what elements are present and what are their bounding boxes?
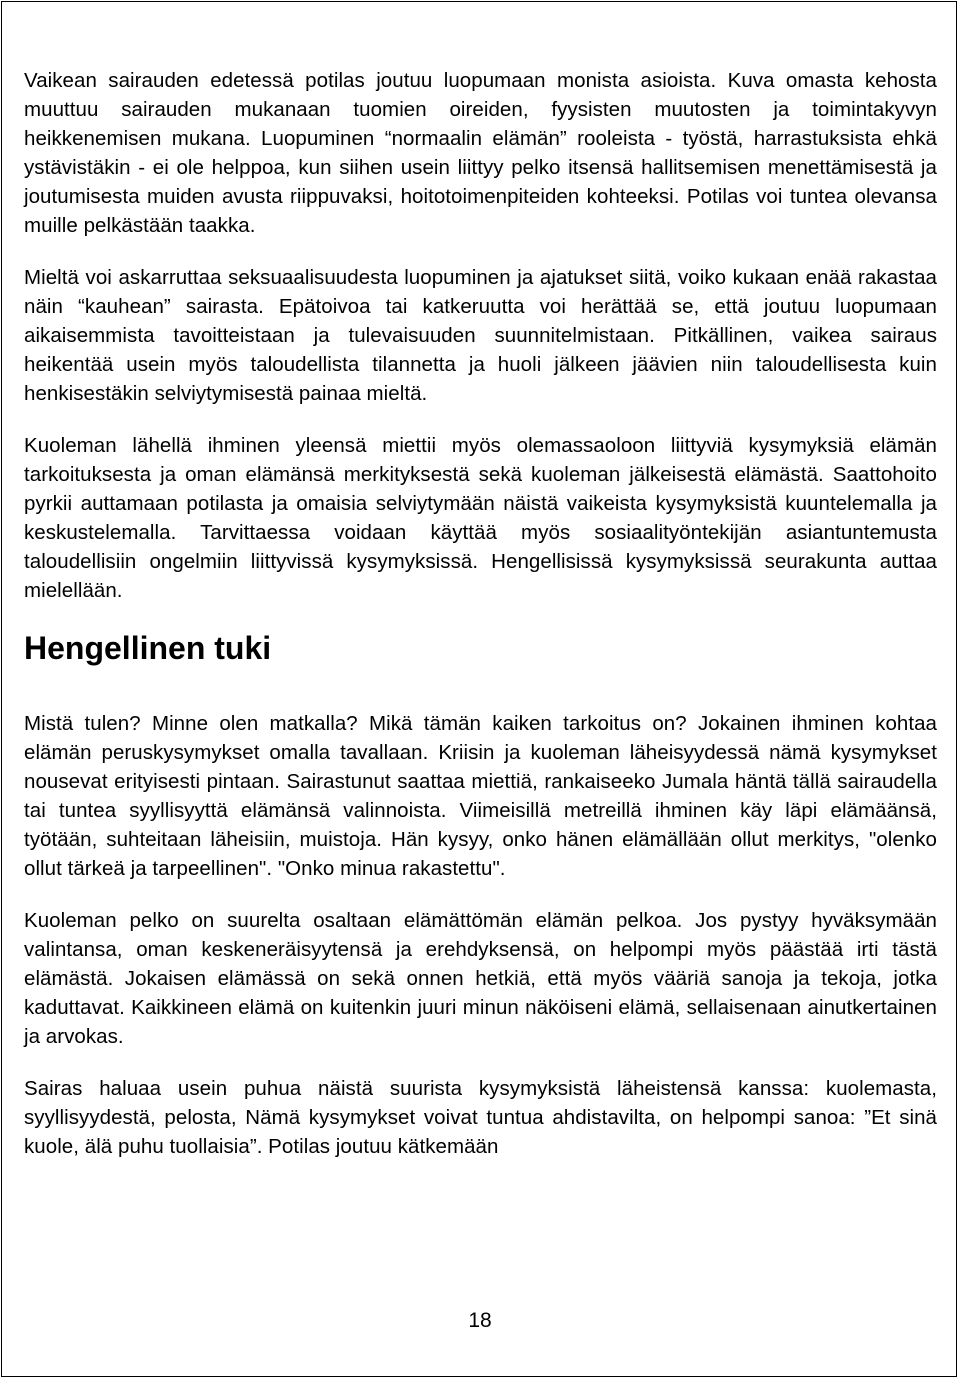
document-body: [24, 66, 937, 1184]
paragraph: Mieltä voi askarruttaa seksuaalisuudesta luopuminen ja ajatukset siitä, voiko kukaan enää rakastaa näin “kauhean” sairasta. Epätoivoa tai katkeruutta voi herättää se, että joutuu luopumaan aikaisemmista tavoitteistaan ja tulevaisuuden suunnitelmistaan. Pitkällinen, vaikea sairaus heikentää usein myös taloudellista tilannetta ja huoli jälkeen jäävien niin taloudellisesta kuin henkisestäkin selviytymisestä painaa mieltä.: [24, 266, 937, 405]
section-heading: Hengellinen tuki: [24, 630, 272, 666]
paragraph: Sairas haluaa usein puhua näistä suurista kysymyksistä läheistensä kanssa: kuolemasta, syyllisyydestä, pelosta, Nämä kysymykset voivat tuntua ahdistavilta, on helpompi sanoa: ”Et sinä kuole, älä puhu tuollaisia”. Potilas joutuu kätkemään: [24, 1077, 937, 1158]
page-number: 18: [468, 1309, 492, 1332]
paragraph: Vaikean sairauden edetessä potilas joutuu luopumaan monista asioista. Kuva omasta kehosta muuttuu sairauden mukanaan tuomien oireiden, fyysisten muutosten ja toimintakyvyn heikkenemisen mukana. Luopuminen “normaalin elämän” rooleista - työstä, harrastuksista ehkä ystävistäkin - ei ole helppoa, kun siihen usein liittyy pelko itsensä hallitsemisen menettämisestä ja joutumisesta muiden avusta riippuvaksi, hoitotoimenpiteiden kohteeksi. Potilas voi tuntea olevansa muille pelkästään taakka.: [24, 69, 937, 237]
paragraph: Kuoleman pelko on suurelta osaltaan elämättömän elämän pelkoa. Jos pystyy hyväksymään valintansa, oman keskeneräisyytensä ja erehdyksensä, on helpompi myös päästää irti tästä elämästä. Jokaisen elämässä on sekä onnen hetkiä, että myös vääriä sanoja ja tekoja, jotka kaduttavat. Kaikkineen elämä on kuitenkin juuri minun näköiseni elämä, sellaisenaan ainutkertainen ja arvokas.: [24, 909, 937, 1048]
paragraph: Mistä tulen? Minne olen matkalla? Mikä tämän kaiken tarkoitus on? Jokainen ihminen kohtaa elämän peruskysymykset omalla tavallaan. Kriisin ja kuoleman läheisyydessä nämä kysymykset nousevat erityisesti pintaan. Sairastunut saattaa miettiä, rankaiseeko Jumala häntä tällä sairaudella tai tuntea syyllisyyttä elämänsä valinnoista. Viimeisillä metreillä ihminen käy läpi elämäänsä, työtään, suhteitaan läheisiin, muistoja. Hän kysyy, onko hänen elämällään ollut merkitys, "olenko ollut tärkeä ja tarpeellinen". "Onko minua rakastettu".: [24, 712, 937, 880]
paragraph: Kuoleman lähellä ihminen yleensä miettii myös olemassaoloon liittyviä kysymyksiä elämän tarkoituksesta ja oman elämänsä merkityksestä sekä kuoleman jälkeisestä elämästä. Saattohoito pyrkii auttamaan potilasta ja omaisia selviytymään näistä vaikeista kysymyksistä kuuntelemalla ja keskustelemalla. Tarvittaessa voidaan käyttää myös sosiaalityöntekijän asiantuntemusta taloudellisiin ongelmiin liittyvissä kysymyksissä. Hengellisissä kysymyksissä seurakunta auttaa mielellään.: [24, 434, 937, 602]
